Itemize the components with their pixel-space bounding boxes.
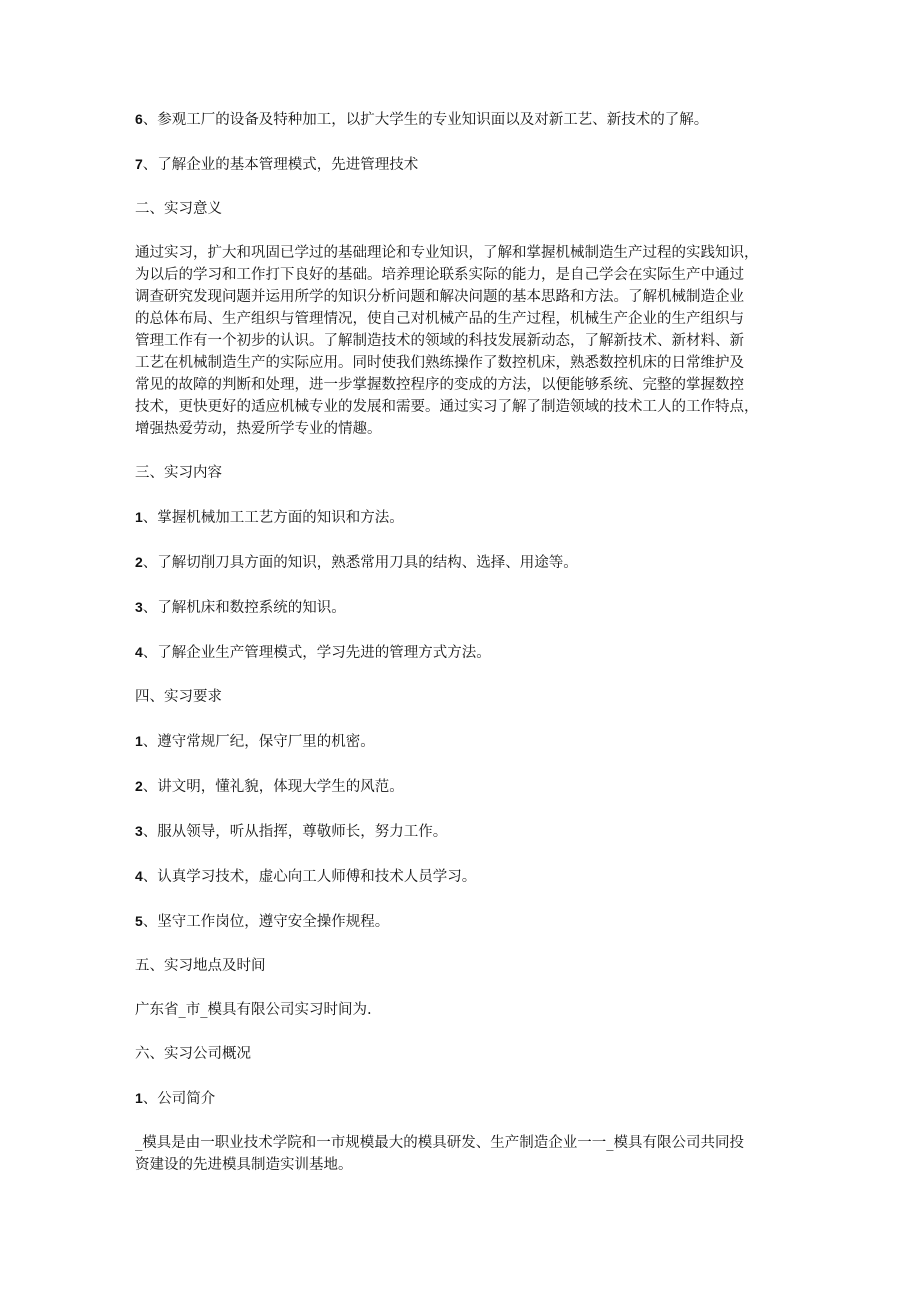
list-item: 2、了解切削刀具方面的知识，熟悉常用刀具的结构、选择、用途等。 [135, 554, 578, 571]
list-item: 4、了解企业生产管理模式，学习先进的管理方式方法。 [135, 644, 491, 661]
paragraph-intro [135, 1132, 795, 1176]
list-item: 3、服从领导，听从指挥，尊敬师长，努力工作。 [135, 823, 448, 840]
list-item: 7、了解企业的基本管理模式，先进管理技术 [135, 156, 419, 173]
paragraph-line: 管理工作有一个初步的认识。了解制造技术的领域的科技发展新动态，了解新技术、新材料、新 [135, 333, 744, 349]
list-item: 1、掌握机械加工工艺方面的知识和方法。 [135, 509, 404, 526]
paragraph-location: 广东省_市_模具有限公司实习时间为. [135, 1002, 372, 1018]
paragraph-line: 的总体布局、生产组织与管理情况，使自己对机械产品的生产过程，机械生产企业的生产组织与 [135, 311, 744, 327]
list-item: 4、认真学习技术，虚心向工人师傅和技术人员学习。 [135, 868, 477, 885]
paragraph-line: 调查研究发现问题并运用所学的知识分析问题和解决问题的基本思路和方法。了解机械制造企业 [135, 289, 744, 305]
section-heading: 六、实习公司概况 [135, 1046, 251, 1062]
paragraph-line: 增强热爱劳动，热爱所学专业的情趣。 [135, 421, 382, 437]
paragraph-line: 通过实习，扩大和巩固已学过的基础理论和专业知识，了解和掌握机械制造生产过程的实践知识， [135, 245, 759, 261]
paragraph-line: 技术，更快更好的适应机械专业的发展和需要。通过实习了解了制造领域的技术工人的工作特点， [135, 399, 759, 415]
list-item: 1、遵守常规厂纪，保守厂里的机密。 [135, 733, 375, 750]
list-item: 3、了解机床和数控系统的知识。 [135, 599, 346, 616]
section-heading: 二、实习意义 [135, 201, 222, 217]
list-item: 5、坚守工作岗位，遵守安全操作规程。 [135, 913, 390, 930]
paragraph-line: 资建设的先进模具制造实训基地。 [135, 1157, 353, 1173]
paragraph-line: 常见的故障的判断和处理，进一步掌握数控程序的变成的方法，以便能够系统、完整的掌握数控 [135, 377, 744, 393]
document-page [135, 108, 795, 1176]
paragraph-significance [135, 242, 795, 440]
paragraph-line: _模具是由一职业技术学院和一市规模最大的模具研发、生产制造企业一一_模具有限公司共同投 [135, 1135, 744, 1151]
paragraph-line: 为以后的学习和工作打下良好的基础。培养理论联系实际的能力，是自己学会在实际生产中通过 [135, 267, 744, 283]
section-heading: 三、实习内容 [135, 465, 222, 481]
paragraph-line: 工艺在机械制造生产的实际应用。同时使我们熟练操作了数控机床，熟悉数控机床的日常维护及 [135, 355, 744, 371]
list-item: 2、讲文明，懂礼貌，体现大学生的风范。 [135, 778, 404, 795]
list-item: 6、参观工厂的设备及特种加工，以扩大学生的专业知识面以及对新工艺、新技术的了解。 [135, 111, 709, 128]
section-heading: 四、实习要求 [135, 689, 222, 705]
section-heading: 五、实习地点及时间 [135, 958, 266, 974]
subsection-heading: 1、公司简介 [135, 1090, 216, 1107]
